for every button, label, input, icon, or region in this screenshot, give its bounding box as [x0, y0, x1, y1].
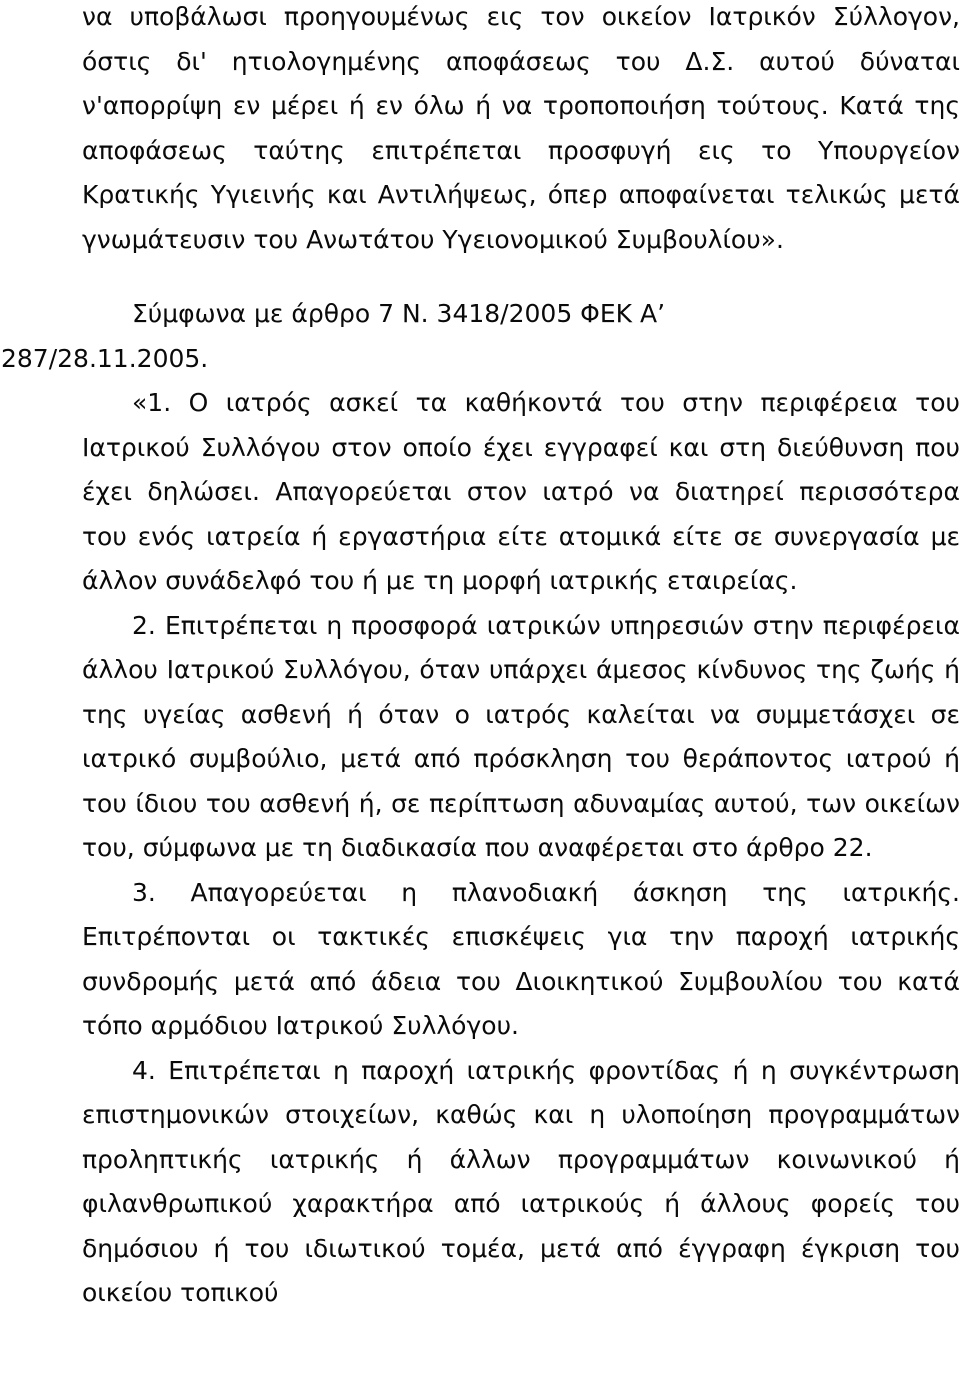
article-paragraph-3: 3. Απαγορεύεται η πλανοδιακή άσκηση της ιατρικής. Επιτρέπονται οι τακτικές επισκέψεις για την παροχή ιατρικής συνδρομής μετά από άδεια του Διοικητικού Συμβουλίου του κατά τόπο αρμόδιου Ιατρικού Συλλόγου. [82, 877, 960, 1040]
lead-paragraph: να υποβάλωσι προηγουμένως εις τον οικείον Ιατρικόν Σύλλογον, όστις δι' ητιολογημένης αποφάσεως του Δ.Σ. αυτού δύναται ν'απορρίψη εν μέρει ή εν όλω ή να τροποποιήση τούτους. Κατά της αποφάσεως ταύτης επιτρέπεται προσφυγή εις το Υπουργείον Κρατικής Υγιεινής και Αντιλήψεως, όπερ αποφαίνεται τελικώς μετά γνωμάτευσιν του Ανωτάτου Υγειονομικού Συμβουλίου». [82, 2, 960, 254]
law-reference-line-1: Σύμφωνα με άρθρο 7 Ν. 3418/2005 ΦΕΚ Α’ [132, 299, 666, 328]
article-paragraph-1: «1. Ο ιατρός ασκεί τα καθήκοντά του στην περιφέρεια του Ιατρικού Συλλόγου στον οποίο έχει εγγραφεί και στη διεύθυνση που έχει δηλώσει. Απαγορεύεται στον ιατρό να διατηρεί περισσότερα του ενός ιατρεία ή εργαστήρια είτε ατομικά είτε σε συνεργασία με άλλον συνάδελφό του ή με τη μορφή ιατρικής εταιρείας. [82, 388, 960, 595]
law-reference-line-2: 287/28.11.2005. [1, 343, 209, 373]
law-reference [1, 292, 960, 381]
article-paragraph-4: 4. Επιτρέπεται η παροχή ιατρικής φροντίδας ή η συγκέντρωση επιστημονικών στοιχείων, καθώς και η υλοποίηση προγραμμάτων προληπτικής ιατρικής ή άλλων προγραμμάτων κοινωνικού ή φιλανθρωπικού χαρακτήρα από ιατρικούς ή άλλους φορείς του δημόσιου ή του ιδιωτικού τομέα, μετά από έγγραφη έγκριση του οικείου τοπικού [82, 1055, 960, 1307]
article-paragraph-2: 2. Επιτρέπεται η προσφορά ιατρικών υπηρεσιών στην περιφέρεια άλλου Ιατρικού Συλλόγου, όταν υπάρχει άμεσος κίνδυνος της ζωής ή της υγείας ασθενή ή όταν ο ιατρός καλείται να συμμετάσχει σε ιατρικό συμβούλιο, μετά από πρόσκληση του θεράποντος ιατρού ή του ίδιου του ασθενή ή, σε περίπτωση αδυναμίας αυτού, των οικείων του, σύμφωνα με τη διαδικασία που αναφέρεται στο άρθρο 22. [82, 610, 960, 862]
document-page [1, 0, 960, 1316]
